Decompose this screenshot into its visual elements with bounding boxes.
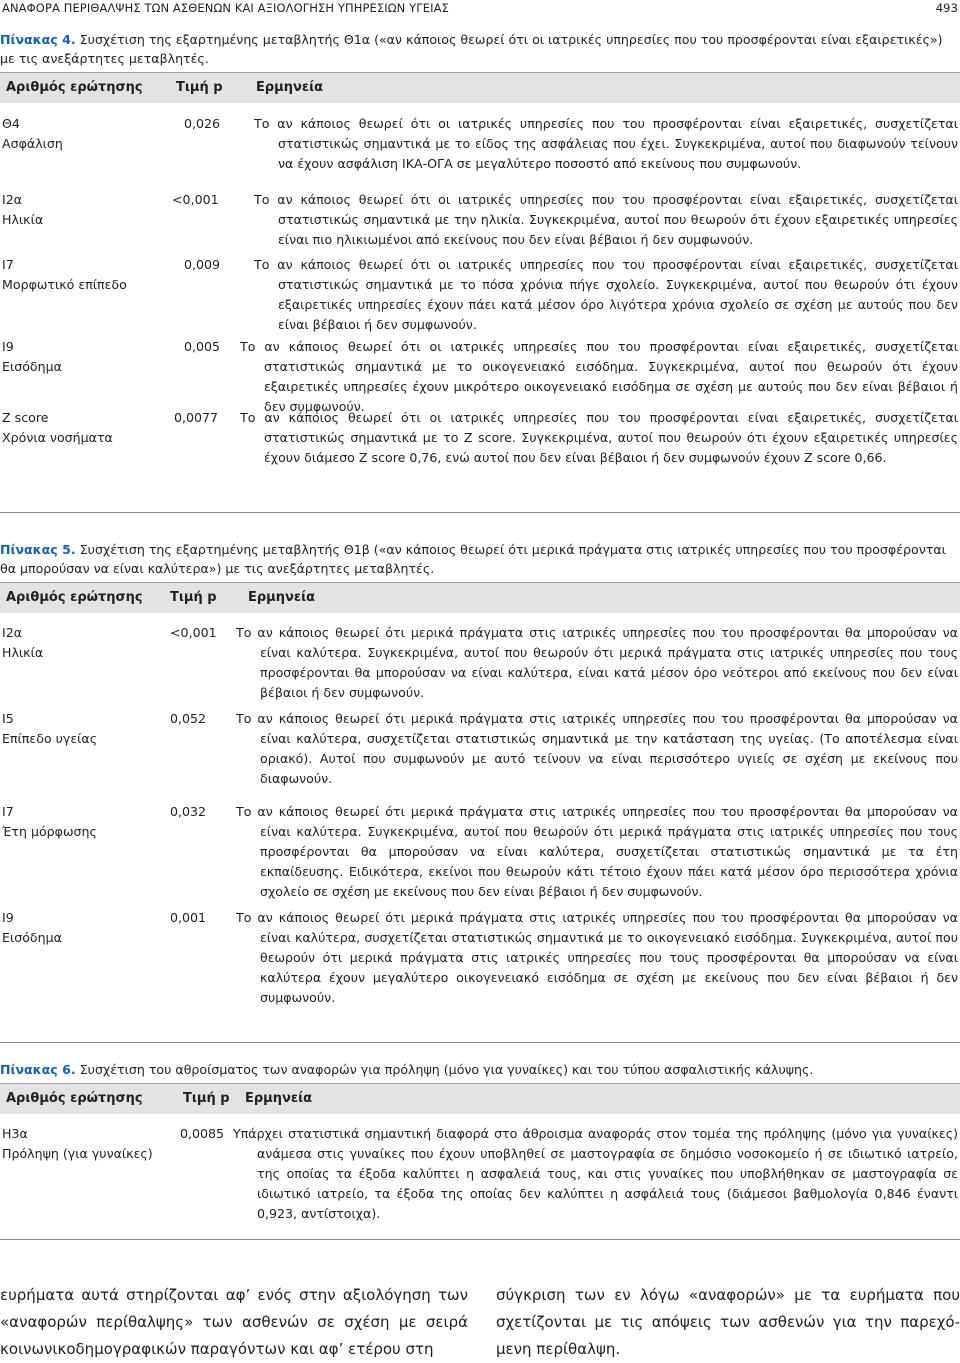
table-header [0,72,960,103]
column-header-p-value: Τιμή p [176,80,223,95]
table-caption-text: Συσχέτιση της εξαρτημένης μεταβλητής Θ1β («αν κάποιος θεωρεί ότι μερικά πράγματα στις ιατρικές υπηρεσίες που του προσφέρονται θα μπορούσαν να είναι καλύτερα») με τις ανεξάρτητες μεταβλητές. [0,542,946,576]
body-column-right: σύγκριση των εν λόγω «αναφορών» με τα ευρήματα που σχετίζονται με τις απόψεις των ασθενών για την παρεχό-μενη περίθαλψη. [496,1286,960,1358]
p-value-cell: 0,0085 [180,1126,225,1141]
column-header-question: Αριθμός ερώτησης [6,80,143,95]
table-label: Πίνακας 5. [0,542,76,557]
table-caption [0,30,960,68]
interpretation-cell: Το αν κάποιος θεωρεί ότι οι ιατρικές υπηρεσίες που του προσφέρονται είναι εξαιρετικές, συσχετίζεται στατιστικώς σημαντικά με το είδος της ασφάλειας που έχει. Συγκεκριμένα, αυτοί που διαφωνούν τείνουν να έχουν ασφάλιση ΙΚΑ-ΟΓΑ σε μεγαλύτερο ποσοστό από εκείνους που συμφωνούν. [254,116,958,171]
column-header-interpretation: Ερμηνεία [245,1091,313,1106]
running-title: ΑΝΑΦΟΡΑ ΠΕΡΙΘΑΛΨΗΣ ΤΩΝ ΑΣΘΕΝΩΝ ΚΑΙ ΑΞΙΟΛΟΓΗΣΗ ΥΠΗΡΕΣΙΩΝ ΥΓΕΙΑΣ [2,1,449,15]
interpretation-cell: Το αν κάποιος θεωρεί ότι οι ιατρικές υπηρεσίες που του προσφέρονται είναι εξαιρετικές, συσχετίζεται στατιστικώς σημαντικά με την ηλικία. Συγκεκριμένα, αυτοί που θεωρούν ότι έχουν εξαιρετικές υπηρεσίες είναι πιο ηλικιωμένοι από εκείνους που δεν είναι βέβαιοι ή δεν συμφωνούν. [254,192,958,247]
question-variable: Χρόνια νοσήματα [2,430,113,445]
interpretation-cell: Το αν κάποιος θεωρεί ότι οι ιατρικές υπηρεσίες που του προσφέρονται είναι εξαιρετικές, συσχετίζεται στατιστικώς σημαντικά με το πόσα χρόνια πήγε σχολείο. Συγκεκριμένα, αυτοί που θεωρούν ότι έχουν εξαιρετικές υπηρεσίες έχουν πάει κατά μέσον όρο λιγότερα χρόνια σχολείο σε σχέση με αυτούς που δεν είναι βέβαιοι ή δεν συμφωνούν. [254,257,958,332]
p-value-cell: 0,009 [184,257,221,272]
question-code: Ι9 [2,339,14,354]
question-code: Ι7 [2,257,14,272]
interpretation-cell: Υπάρχει στατιστικά σημαντική διαφορά στο άθροισμα αναφοράς στον τομέα της πρόληψης (μόνο για γυναίκες) ανάμεσα στις γυναίκες που έχουν υποβληθεί σε μαστογραφία σε δημόσιο νοσοκομείο ή σε ιδιωτικό ιατρείο, της οποίας τα έξοδα καλύπτει η ασφαλειά τους, και στις γυναίκες που υποβλήθηκαν σε μαστογραφία σε ιδιωτικό ιατρείο, τα έξοδα της οποίας δεν καλύπτει η ασφάλειά τους (διάμεσοι βαθμολογία 0,846 έναντι 0,923, αντίστοιχα). [233,1126,958,1221]
question-cell [2,337,62,377]
question-code: Ι2α [2,192,23,207]
interpretation-cell: Το αν κάποιος θεωρεί ότι μερικά πράγματα στις ιατρικές υπηρεσίες που του προσφέρονται θα μπορούσαν να είναι καλύτερα, συσχετίζεται στατιστικώς σημαντικά με την κατάσταση της υγείας. (Το αποτέλεσμα είναι οριακό). Αυτοί που συμφωνούν με αυτό τείνουν να είναι περισσότερο υγιείς σε σχέση με εκείνους που διαφωνούν. [236,711,958,786]
table-body [0,613,960,1043]
table-caption-text: Συσχέτιση της εξαρτημένης μεταβλητής Θ1α («αν κάποιος θεωρεί ότι οι ιατρικές υπηρεσίες που του προσφέρονται είναι εξαιρετικές») με τις ανεξάρτητες μεταβλητές. [0,32,943,66]
table-body [0,1114,960,1240]
article-body [0,1282,960,1360]
question-code: Ι7 [2,804,14,819]
p-value-cell: 0,026 [184,116,221,131]
question-cell [2,1124,153,1164]
table-body [0,103,960,513]
p-value-cell: 0,001 [170,910,207,925]
question-code: Η3α [2,1126,28,1141]
p-value-cell: 0,0077 [174,410,219,425]
question-cell [2,908,62,948]
table-caption [0,1060,960,1079]
column-header-interpretation: Ερμηνεία [248,590,316,605]
question-code: Θ4 [2,116,20,131]
question-cell [2,709,97,749]
question-cell [2,114,63,154]
question-variable: Πρόληψη (για γυναίκες) [2,1146,153,1161]
running-header [0,0,960,22]
question-variable: Ηλικία [2,645,44,660]
p-value-cell: <0,001 [172,192,219,207]
question-code: Z score [2,410,49,425]
column-header-question: Αριθμός ερώτησης [6,590,143,605]
column-header-question: Αριθμός ερώτησης [6,1091,143,1106]
interpretation-cell: Το αν κάποιος θεωρεί ότι μερικά πράγματα στις ιατρικές υπηρεσίες που του προσφέρονται θα μπορούσαν να είναι καλύτερα. Συγκεκριμένα, αυτοί που θεωρούν ότι μερικά πράγματα στις ιατρικές υπηρεσίες που τους προσφέρονται θα μπορούσαν να είναι καλύτερα, είναι κατά μέσον όρο νεότεροι από εκείνους που δεν είναι βέβαιοι ή δεν συμφωνούν. [236,625,958,700]
question-variable: Μορφωτικό επίπεδο [2,277,127,292]
table-caption [0,540,960,578]
interpretation-cell: Το αν κάποιος θεωρεί ότι οι ιατρικές υπηρεσίες που του προσφέρονται είναι εξαιρετικές, συσχετίζεται στατιστικώς σημαντικά με το οικογενειακό εισόδημα. Συγκεκριμένα, αυτοί που θεωρούν ότι έχουν εξαιρετικές υπηρεσίες έχουν μικρότερο οικογενειακό εισόδημα σε σχέση με αυτούς που δεν είναι βέβαιοι ή δεν συμφωνούν. [240,339,958,414]
question-code: Ι2α [2,625,23,640]
question-cell [2,255,127,295]
interpretation-cell: Το αν κάποιος θεωρεί ότι μερικά πράγματα στις ιατρικές υπηρεσίες που του προσφέρονται θα μπορούσαν να είναι καλύτερα, συσχετίζεται στατιστικώς σημαντικά με το οικογενειακό εισόδημα. Συγκεκριμένα, αυτοί που θεωρούν ότι μερικά πράγματα στις ιατρικές υπηρεσίες που τους προσφέρονται θα μπορούσαν να είναι καλύτερα έχουν μεγαλύτερο οικογενειακό εισόδημα σε σχέση με εκείνους που δεν είναι βέβαιοι ή δεν συμφωνούν. [236,910,958,1005]
table-4 [0,30,960,513]
interpretation-cell: Το αν κάποιος θεωρεί ότι μερικά πράγματα στις ιατρικές υπηρεσίες που του προσφέρονται θα μπορούσαν να είναι καλύτερα. Συγκεκριμένα, αυτοί που θεωρούν ότι μερικά πράγματα στις ιατρικές υπηρεσίες που τους προσφέρονται θα μπορούσαν να είναι καλύτερα, συσχετίζεται στατιστικώς σημαντικά με τα έτη εκπαίδευσης. Ειδικότερα, εκείνοι που θεωρούν κάτι τέτοιο έχουν πάει κατά μέσον όρο περισσότερα χρόνια σχολείο σε σχέση με εκείνους που δεν είναι βέβαιοι ή δεν συμφωνούν. [236,804,958,899]
question-variable: Ηλικία [2,212,44,227]
question-code: Ι5 [2,711,14,726]
p-value-cell: <0,001 [170,625,217,640]
table-6 [0,1060,960,1240]
question-variable: Εισόδημα [2,359,62,374]
column-header-p-value: Τιμή p [183,1091,230,1106]
question-variable: Ασφάλιση [2,136,63,151]
table-header [0,582,960,613]
interpretation-cell: Το αν κάποιος θεωρεί ότι οι ιατρικές υπηρεσίες που του προσφέρονται είναι εξαιρετικές, συσχετίζεται στατιστικώς σημαντικά με το Z score. Συγκεκριμένα, αυτοί που θεωρούν ότι έχουν εξαιρετικές υπηρεσίες έχουν διάμεσο Z score 0,76, ενώ αυτοί που δεν είναι βέβαιοι ή δεν συμφωνούν έχουν Z score 0,66. [240,410,958,465]
table-label: Πίνακας 6. [0,1062,76,1077]
question-variable: Εισόδημα [2,930,62,945]
table-header [0,1083,960,1114]
question-variable: Έτη μόρφωσης [2,824,97,839]
p-value-cell: 0,005 [184,339,221,354]
table-label: Πίνακας 4. [0,32,76,47]
p-value-cell: 0,052 [170,711,207,726]
page-number: 493 [935,1,958,15]
body-column-left: ευρήματα αυτά στηρίζονται αφ’ ενός στην αξιολόγηση των «αναφορών περίθαλψης» των ασθενών σε σχέση με σειρά κοινωνικοδημογραφικών παραγόντων και αφ’ ετέρου στη [0,1286,468,1358]
question-variable: Επίπεδο υγείας [2,731,98,746]
table-5 [0,540,960,1043]
p-value-cell: 0,032 [170,804,207,819]
column-header-interpretation: Ερμηνεία [256,80,324,95]
table-caption-text: Συσχέτιση του αθροίσματος των αναφορών για πρόληψη (μόνο για γυναίκες) και του τύπου ασφαλιστικής κάλυψης. [79,1062,814,1077]
question-cell [2,623,43,663]
question-cell [2,802,97,842]
question-cell [2,408,113,448]
question-code: Ι9 [2,910,14,925]
question-cell [2,190,43,230]
column-header-p-value: Τιμή p [170,590,217,605]
